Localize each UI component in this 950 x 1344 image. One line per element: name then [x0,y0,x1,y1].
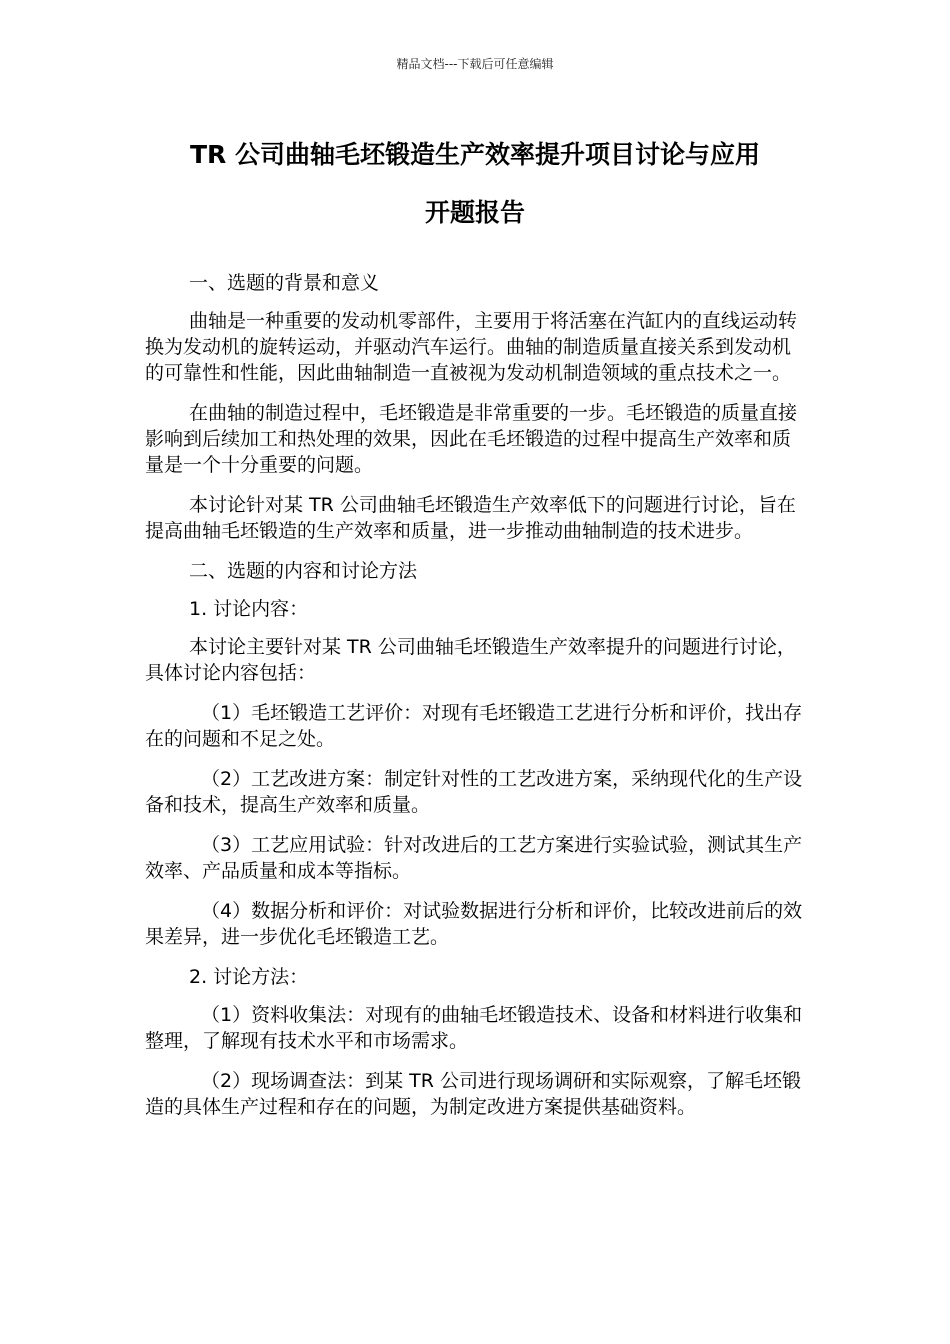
document-body [145,270,807,1134]
paragraph-crankshaft-intro: 曲轴是一种重要的发动机零部件，主要用于将活塞在汽缸内的直线运动转换为发动机的旋转运动，并驱动汽车运行。曲轴的制造质量直接关系到发动机的可靠性和性能，因此曲轴制造一直被视为发动机制造领域的重点技术之一。 [145,310,798,384]
paragraph-research-aim: 本讨论针对某 TR 公司曲轴毛坯锻造生产效率低下的问题进行讨论，旨在提高曲轴毛坯锻造的生产效率和质量，进一步推动曲轴制造的技术进步。 [145,494,796,542]
list-item-data-collection: （1）资料收集法：对现有的曲轴毛坯锻造技术、设备和材料进行收集和整理，了解现有技术水平和市场需求。 [145,1004,803,1052]
list-item-process-evaluation: （1）毛坯锻造工艺评价：对现有毛坯锻造工艺进行分析和评价，找出存在的问题和不足之处。 [145,702,803,750]
subheading-research-methods: 2. 讨论方法： [189,966,309,988]
list-item-field-survey: （2）现场调查法：到某 TR 公司进行现场调研和实际观察，了解毛坯锻造的具体生产过程和存在的问题，为制定改进方案提供基础资料。 [145,1070,801,1118]
title-line-1: TR 公司曲轴毛坯锻造生产效率提升项目讨论与应用 [189,140,760,169]
list-item-improvement-plan: （2）工艺改进方案：制定针对性的工艺改进方案，采纳现代化的生产设备和技术，提高生产效率和质量。 [145,768,803,816]
paragraph-forging-importance: 在曲轴的制造过程中，毛坯锻造是非常重要的一步。毛坯锻造的质量直接影响到后续加工和热处理的效果，因此在毛坯锻造的过程中提高生产效率和质量是一个十分重要的问题。 [145,402,798,476]
list-item-application-test: （3）工艺应用试验：针对改进后的工艺方案进行实验试验，测试其生产效率、产品质量和成本等指标。 [145,834,803,882]
page-header: 精品文档---下载后可任意编辑 [396,57,554,71]
subheading-research-content: 1. 讨论内容： [189,598,309,620]
paragraph-research-content: 本讨论主要针对某 TR 公司曲轴毛坯锻造生产效率提升的问题进行讨论，具体讨论内容包括： [145,636,796,684]
section-heading-content-methods: 二、选题的内容和讨论方法 [189,560,418,582]
list-item-data-analysis: （4）数据分析和评价：对试验数据进行分析和评价，比较改进前后的效果差异，进一步优化毛坯锻造工艺。 [145,900,803,948]
title-line-2: 开题报告 [424,198,525,227]
section-heading-background: 一、选题的背景和意义 [189,272,380,294]
